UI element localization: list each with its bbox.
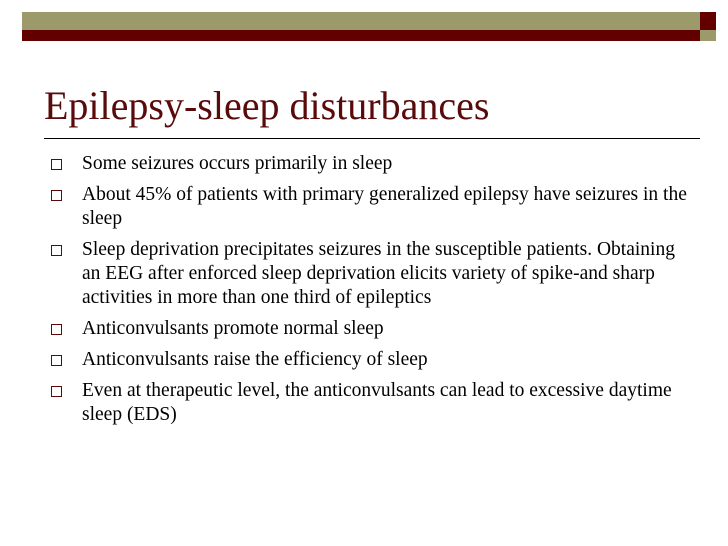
square-bullet-icon <box>51 190 62 201</box>
bullet-text: About 45% of patients with primary generalized epilepsy have seizures in the sleep <box>82 184 687 229</box>
header-square-maroon <box>700 12 716 30</box>
title-divider <box>44 138 700 139</box>
bullet-text: Some seizures occurs primarily in sleep <box>82 153 393 174</box>
header-bar-olive <box>22 12 700 30</box>
square-bullet-icon <box>51 245 62 256</box>
bullet-item <box>44 348 694 372</box>
bullet-item <box>44 183 694 231</box>
bullet-text: Even at therapeutic level, the anticonvulsants can lead to excessive daytime sleep (EDS) <box>82 380 672 425</box>
square-bullet-icon <box>51 324 62 335</box>
bullet-item <box>44 152 694 176</box>
bullet-text: Sleep deprivation precipitates seizures in the susceptible patients. Obtaining an EEG after enforced sleep deprivation elicits variety of spike-and sharp activities in more than one third of epileptics <box>82 239 675 308</box>
square-bullet-icon <box>51 386 62 397</box>
bullet-item <box>44 379 694 427</box>
bullet-text: Anticonvulsants promote normal sleep <box>82 318 384 339</box>
bullet-item <box>44 317 694 341</box>
bullet-text: Anticonvulsants raise the efficiency of sleep <box>82 349 428 370</box>
square-bullet-icon <box>51 355 62 366</box>
header-bar-maroon <box>22 30 700 41</box>
header-square-olive <box>700 30 716 41</box>
bullet-list <box>44 152 694 434</box>
slide-title: Epilepsy-sleep disturbances <box>44 83 490 128</box>
bullet-item <box>44 238 694 310</box>
square-bullet-icon <box>51 159 62 170</box>
